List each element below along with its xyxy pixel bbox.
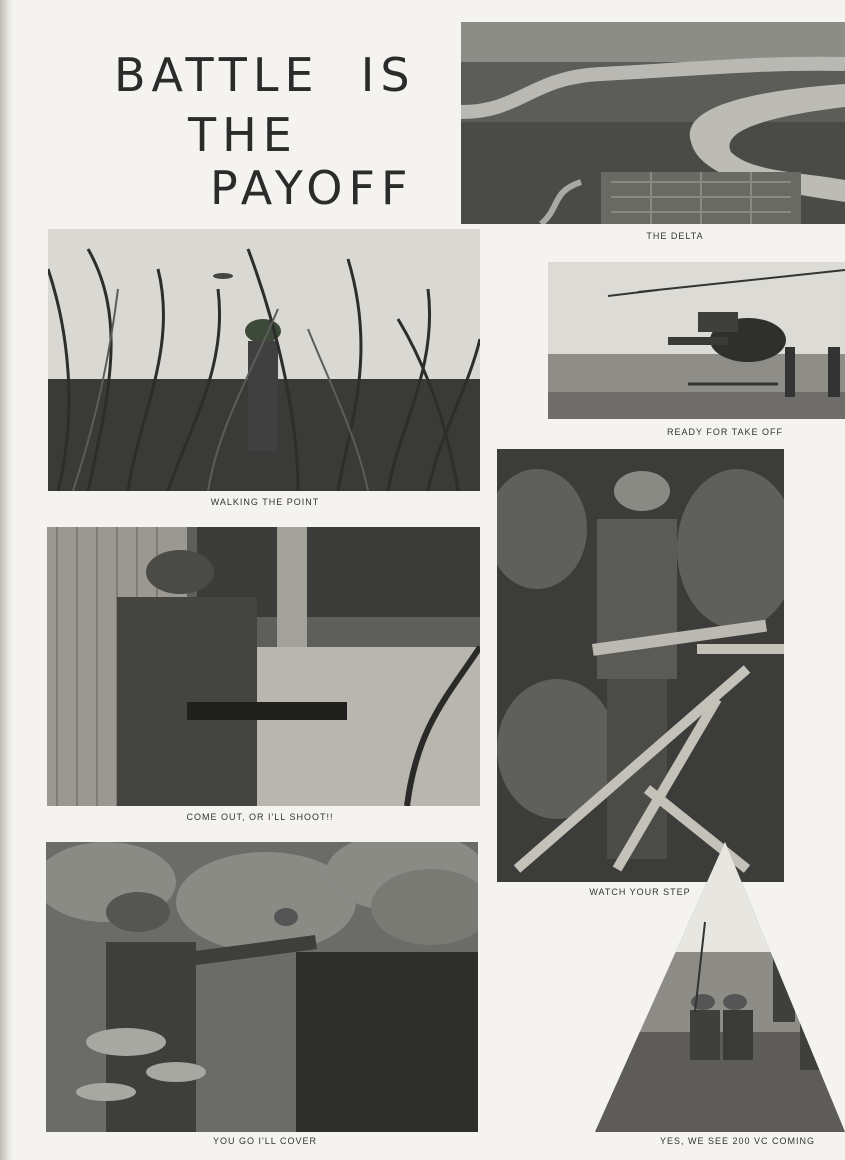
photo-yes-we-see-200-vc-coming [595,842,845,1132]
caption-the-delta: THE DELTA [646,231,704,241]
caption-come-out-or-ill-shoot: COME OUT, OR I'LL SHOOT!! [186,812,334,822]
page-title-line-3: PAYOFF [210,161,414,215]
photo-walking-the-point [48,229,480,491]
photo-ready-for-take-off [548,262,845,419]
photo-come-out-or-ill-shoot [47,527,480,806]
caption-yes-we-see-200-vc-coming: YES, WE SEE 200 VC COMING [660,1136,816,1146]
page-binding-shadow [0,0,14,1160]
caption-ready-for-take-off: READY FOR TAKE OFF [666,427,783,437]
photo-the-delta [461,22,845,224]
page-title-line-2: THE [188,108,298,162]
page-title-line-1: BATTLE IS [114,48,416,102]
photo-you-go-ill-cover [46,842,478,1132]
caption-watch-your-step: WATCH YOUR STEP [589,887,691,897]
caption-you-go-ill-cover: YOU GO I'LL COVER [213,1136,317,1146]
caption-walking-the-point: WALKING THE POINT [210,497,320,507]
photo-watch-your-step [497,449,784,882]
